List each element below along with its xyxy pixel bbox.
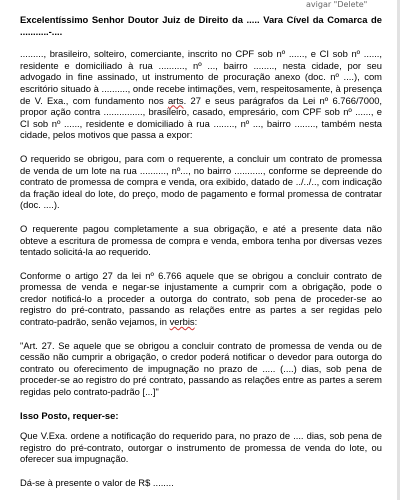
paragraph-obligation: O requerido se obrigou, para com o requerente, a concluir um contrato de promessa de venda de um lote na rua .........., nº..., no bairro ..........., conforme se depreende do contrato de promessa de compra e venda, ora exibido, datado de ../../.., com indicação da fração ideal do lote, do preço, modo de pagamento e formal promessa de contratar (doc. ....). [20, 152, 382, 211]
paragraph-qualification [20, 48, 382, 141]
quote-article-27: "Art. 27. Se aquele que se obrigou a concluir contrato de promessa de venda ou de cessão não cumprir a obrigação, o credor poderá notificar o devedor para outorga do contrato ou oferecimento de impugnação no prazo de ..... (....) dias, sob pena de proceder-se ao registro do pré contrato, passando as relações entre as partes a serem regidas pelo contrato-padrão [...]" [20, 339, 382, 398]
delete-hint: avigar "Delete" [306, 0, 368, 9]
paragraph-article-27-part-b: : [194, 316, 198, 328]
top-bar [0, 0, 400, 9]
paragraph-qualification-part-b: . 27 e seus parágrafos da Lei nº 6.766/7000, propor ação contra ..............., brasileiro, casado, empresário, com CPF sob nº ......, e CI sob nº ......, residente e domiciliado à rua ........, nº ..., bairro ........, também nesta cidade, pelos motivos que passa a expor: [20, 94, 383, 141]
paragraph-qualification-part-a: ........., brasileiro, solteiro, comerciante, inscrito no CPF sob nº ......, e CI sob nº ......, residente e domiciliado à rua .........., nº ..., bairro ........, nesta cidade, por seu advogado in fine assinado, ut instrumento de procuração anexo (doc. nº ....), com escritório situado à .........., onde recebe intimações, vem, respeitosamente, à presença de V. Exa., com fundamento nos [20, 48, 382, 106]
paragraph-value: Dá-se à presente o valor de R$ ........ [20, 477, 174, 488]
document-page [20, 14, 382, 489]
paragraph-payment: O requerente pagou completamente a sua obrigação, e até a presente data não obteve a escritura de promessa de compra e venda, embora tenha por diversas vezes tentado solicitá-la ao requerido. [20, 222, 382, 258]
paragraph-article-27-part-a: Conforme o artigo 27 da lei nº 6.766 aquele que se obrigou a concluir contrato de promessa de venda e negar-se injustamente a cumprir com a obrigação, pode o credor notificá-lo a proceder a outorga do contrato, sob pena de proceder-se ao registro do pré-contrato, passando as relações entre as partes a ser regidas pelo contrato-padrão, senão vejamos, in [20, 269, 382, 328]
paragraph-request: Que V.Exa. ordene a notificação do requerido para, no prazo de .... dias, sob pena de registro do pré-contrato, outorgar o instrumento de promessa de venda do lote, ou oferecer sua impugnação. [20, 430, 382, 465]
paragraph-article-27 [20, 270, 382, 328]
request-heading: Isso Posto, requer-se: [20, 409, 119, 421]
arts-word: arts [167, 94, 184, 106]
verbis-word: verbis [169, 316, 195, 328]
document-heading: Excelentíssimo Senhor Doutor Juiz de Direito da ..... Vara Cível da Comarca de ...........-.... [20, 14, 382, 37]
